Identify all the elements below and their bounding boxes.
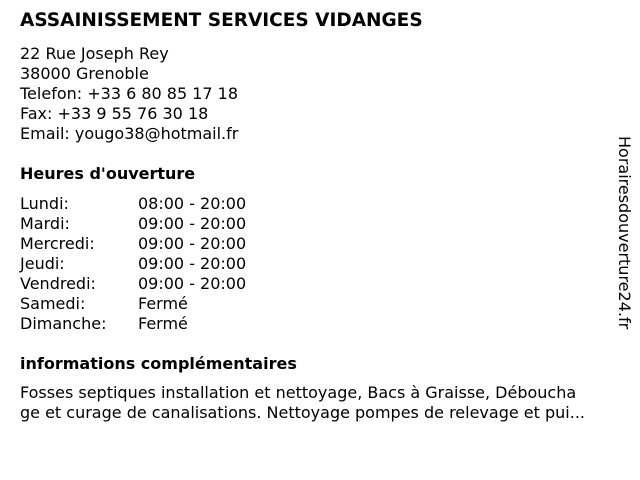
additional-info-heading: informations complémentaires	[20, 354, 297, 373]
opening-hours-heading: Heures d'ouverture	[20, 164, 196, 183]
city-postcode: 38000 Grenoble	[20, 64, 149, 83]
description-line: ge et curage de canalisations. Nettoyage pompes de relevage et pui...	[20, 403, 585, 422]
day-hours: 09:00 - 20:00	[138, 274, 247, 293]
day-hours: 09:00 - 20:00	[138, 234, 247, 253]
day-hours: 08:00 - 20:00	[138, 194, 247, 213]
day-hours: Fermé	[138, 294, 188, 313]
day-hours: Fermé	[138, 314, 188, 333]
day-label: Dimanche:	[20, 314, 107, 333]
day-label: Mardi:	[20, 214, 70, 233]
service-description	[20, 383, 630, 423]
day-label: Jeudi:	[20, 254, 65, 273]
day-hours: 09:00 - 20:00	[138, 214, 247, 233]
day-hours: 09:00 - 20:00	[138, 254, 247, 273]
description-line: Fosses septiques installation et nettoyage, Bacs à Graisse, Déboucha	[20, 383, 577, 402]
day-label: Mercredi:	[20, 234, 95, 253]
site-watermark: Horairesdouverture24.fr	[615, 136, 634, 330]
phone-number: Telefon: +33 6 80 85 17 18	[20, 84, 239, 103]
day-label: Samedi:	[20, 294, 86, 313]
email-address: Email: yougo38@hotmail.fr	[20, 124, 239, 143]
day-label: Vendredi:	[20, 274, 96, 293]
fax-number: Fax: +33 9 55 76 30 18	[20, 104, 209, 123]
day-label: Lundi:	[20, 194, 69, 213]
contact-block	[20, 44, 238, 144]
street-address: 22 Rue Joseph Rey	[20, 44, 169, 63]
business-name: ASSAINISSEMENT SERVICES VIDANGES	[20, 10, 423, 31]
